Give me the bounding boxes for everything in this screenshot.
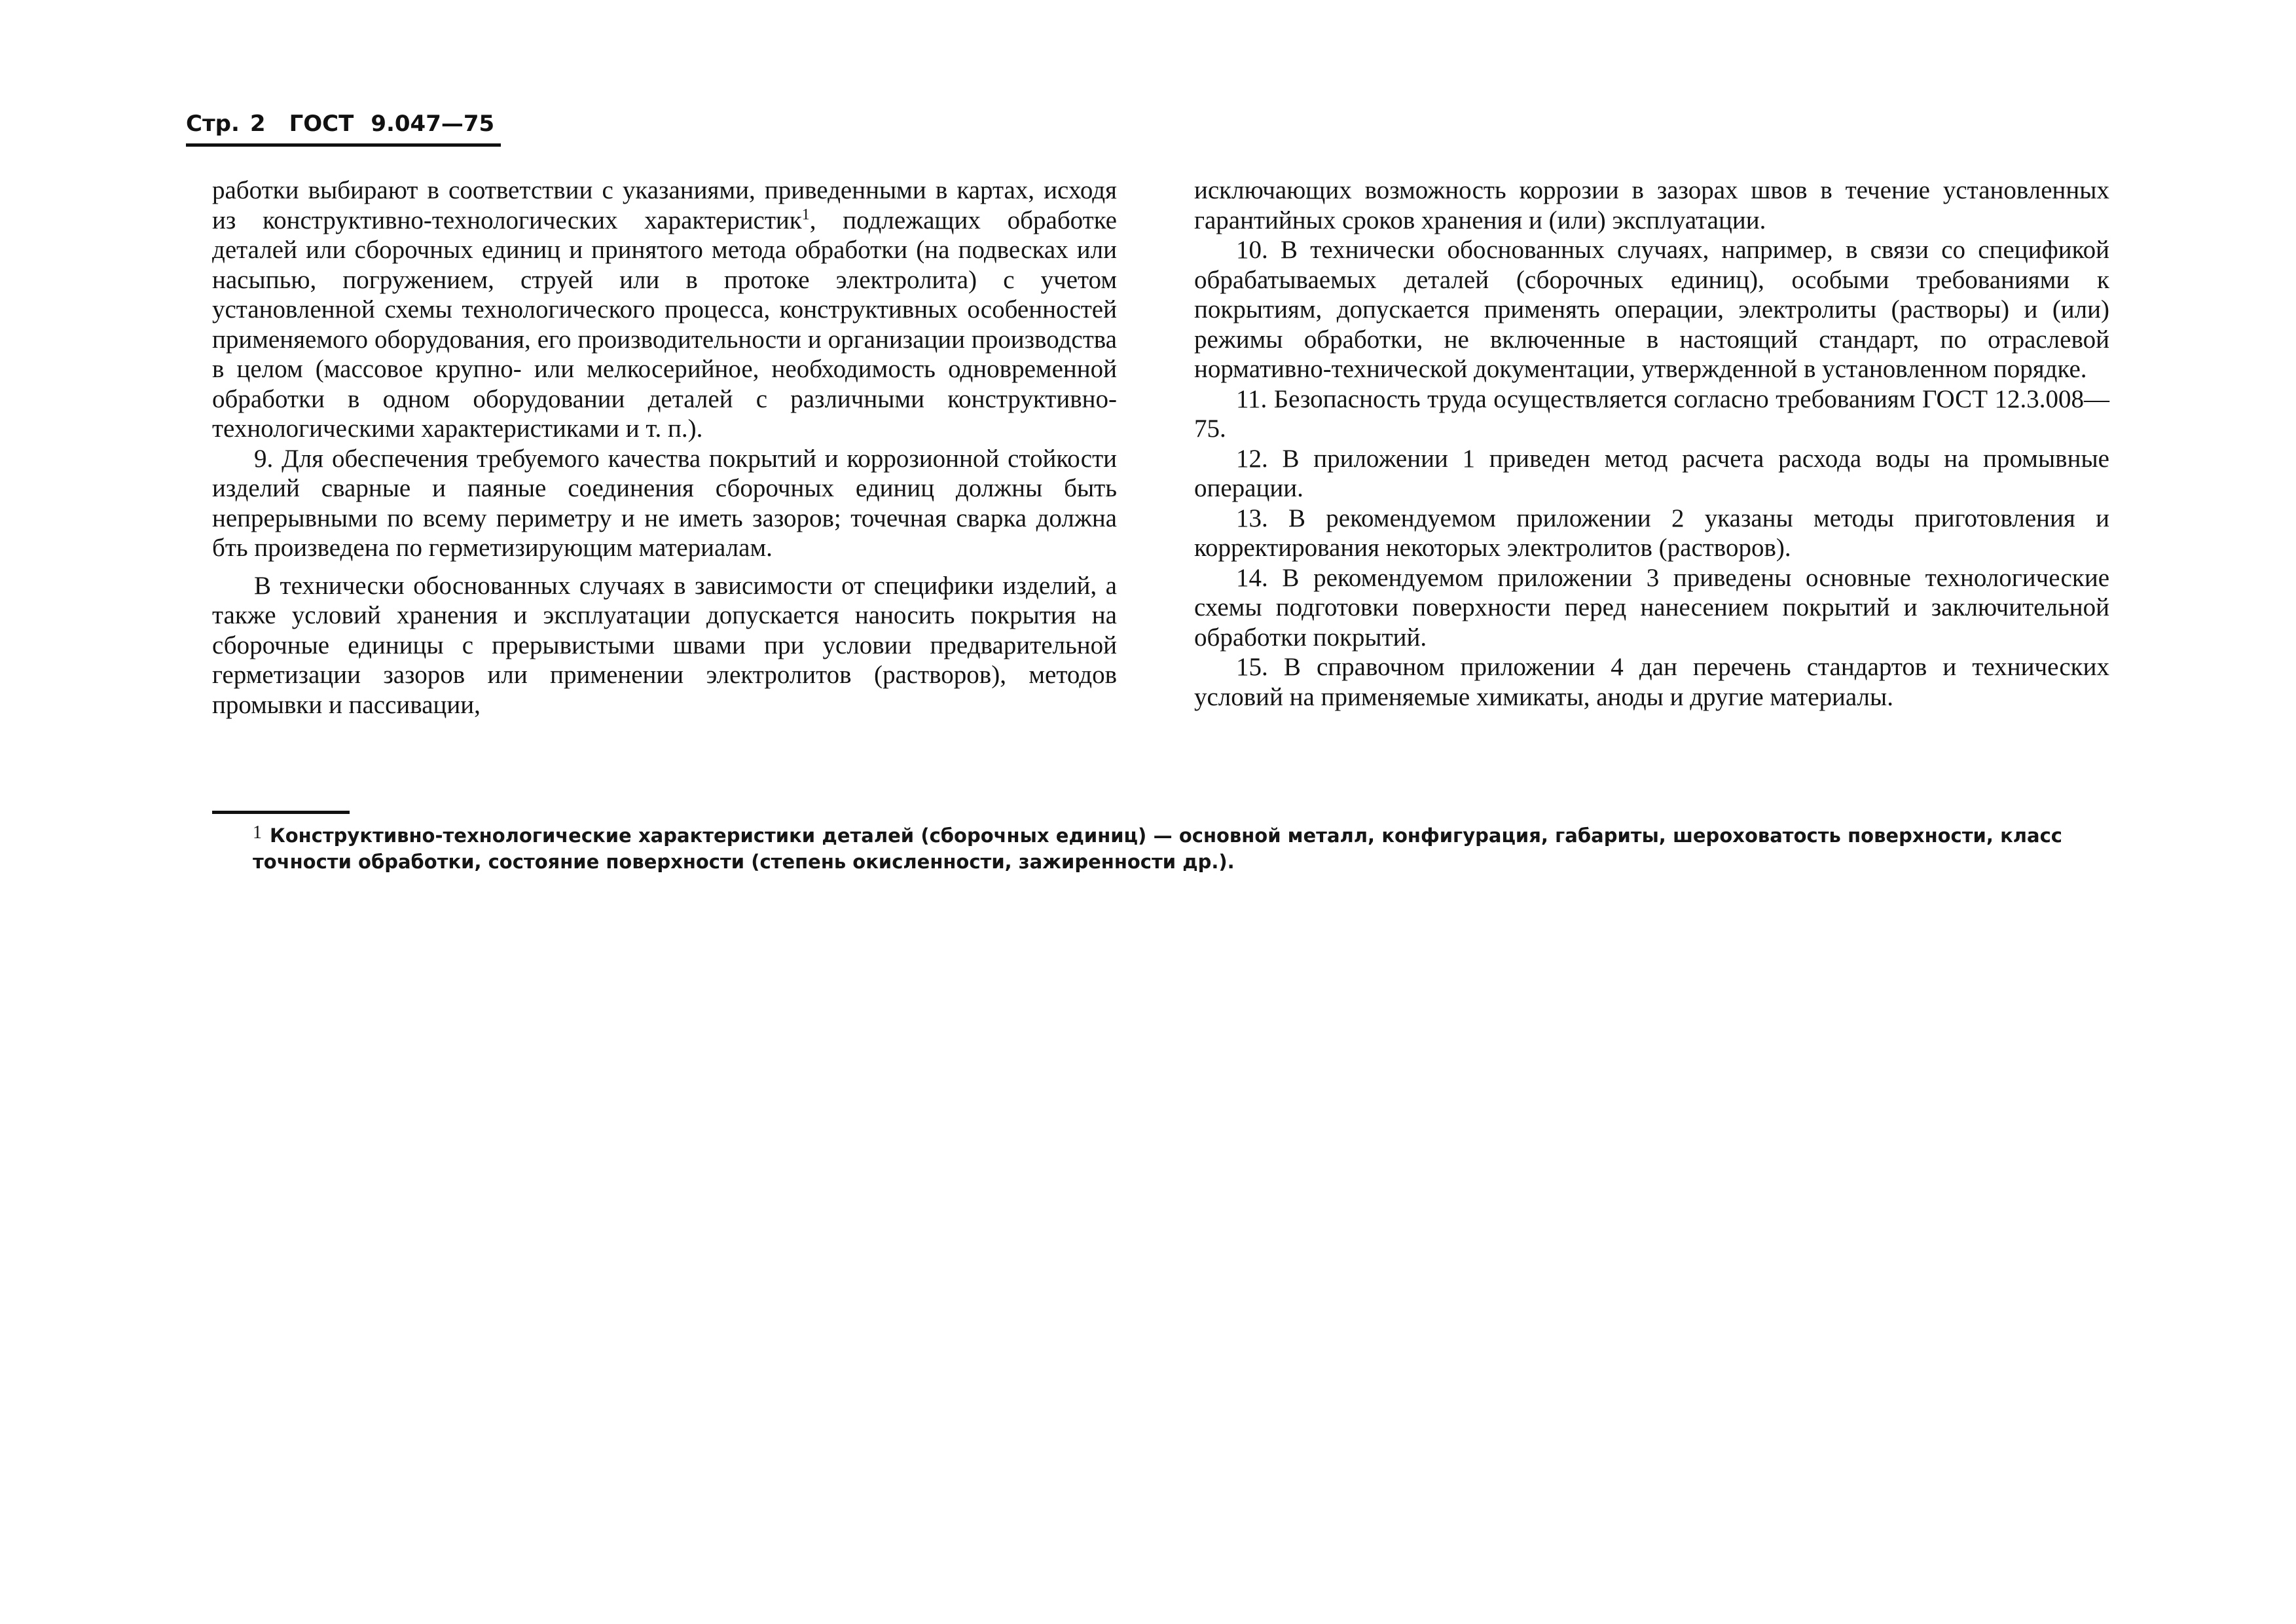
standard-label: ГОСТ — [289, 111, 354, 137]
footnote — [253, 820, 2062, 875]
page-label: Стр. — [186, 111, 240, 137]
clause-12: 12. В приложении 1 приведен метод расчета расхода воды на промывные операции. — [1194, 444, 2109, 502]
clause-14: 14. В рекомендуемом приложении 3 приведены основные технологические схемы подготовки поверхности перед нанесением покрытий и заключительной обработки покрытий. — [1194, 563, 2109, 652]
footnote-marker: 1 — [253, 822, 262, 843]
left-column — [212, 175, 1117, 720]
page-header — [186, 107, 494, 153]
standard-number: 9.047—75 — [371, 111, 495, 137]
clause-9-exception: В технически обоснованных случаях в зависимости от специфики изделий, а также условий хранения и эксплуатации допускается наносить покрытия на сборочные единицы с прерывистыми швами при условии предварительной герметизации зазоров или применении электролитов (растворов), методов промывки и пассивации, — [212, 571, 1117, 719]
right-paragraph-continuation: исключающих возможность коррозии в зазорах швов в течение установленных гарантийных сроков хранения и (или) эксплуатации. — [1194, 176, 2109, 234]
header-underline — [186, 143, 501, 147]
clause-9: 9. Для обеспечения требуемого качества покрытий и коррозионной стойкости изделий сварные и паяные соединения сборочных единиц должны быть непрерывными по всему периметру и не иметь зазоров; точечная сварка должна бть произведена по герметизирующим материалам. — [212, 444, 1117, 562]
page-number: 2 — [249, 111, 266, 137]
footnote-text: Конструктивно-технологические характеристики деталей (сборочных единиц) — основной металл, конфигурация, габариты, шероховатость поверхности, класс точности обработки, состояние поверхности (степень окисленности, зажиренности др.). — [253, 824, 2062, 873]
clause-13: 13. В рекомендуемом приложении 2 указаны методы приготовления и корректирования некоторых электролитов (растворов). — [1194, 504, 2109, 562]
footnote-paragraph — [253, 820, 2062, 875]
footnote-separator — [212, 811, 350, 814]
clause-15: 15. В справочном приложении 4 дан перечень стандартов и технических условий на применяемые химикаты, аноды и другие материалы. — [1194, 653, 2109, 711]
clause-11: 11. Безопасность труда осуществляется согласно требованиям ГОСТ 12.3.008—75. — [1194, 384, 2109, 443]
left-paragraph-text-cont: , подлежащих обработке деталей или сборочных единиц и принятого метода обработки (на подвесках или насыпью, погружением, струей или в протоке электролита) с учетом установленной схемы технологического процесса, конструктивных особенностей применяемого оборудования, его производительности и организации производства в целом (массовое крупно- или мелкосерийное, необходимость одновременной обработки в одном оборудовании деталей с различными конструктивно-технологическими характеристиками и т. п.). — [212, 206, 1117, 443]
left-paragraph-text: работки выбирают в соответствии с указаниями, приведенными в картах, исходя из конструктивно-технологических характеристик — [212, 176, 1117, 234]
clause-10: 10. В технически обоснованных случаях, например, в связи со спецификой обрабатываемых деталей (сборочных единиц), особыми требованиями к покрытиям, допускается применять операции, электролиты (растворы) и (или) режимы обработки, не включенные в настоящий стандарт, по отраслевой нормативно-технической документации, утвержденной в установленном порядке. — [1194, 236, 2109, 383]
right-column — [1194, 175, 2109, 712]
left-paragraph-continuation — [212, 175, 1117, 444]
footnote-reference: 1 — [801, 206, 810, 223]
